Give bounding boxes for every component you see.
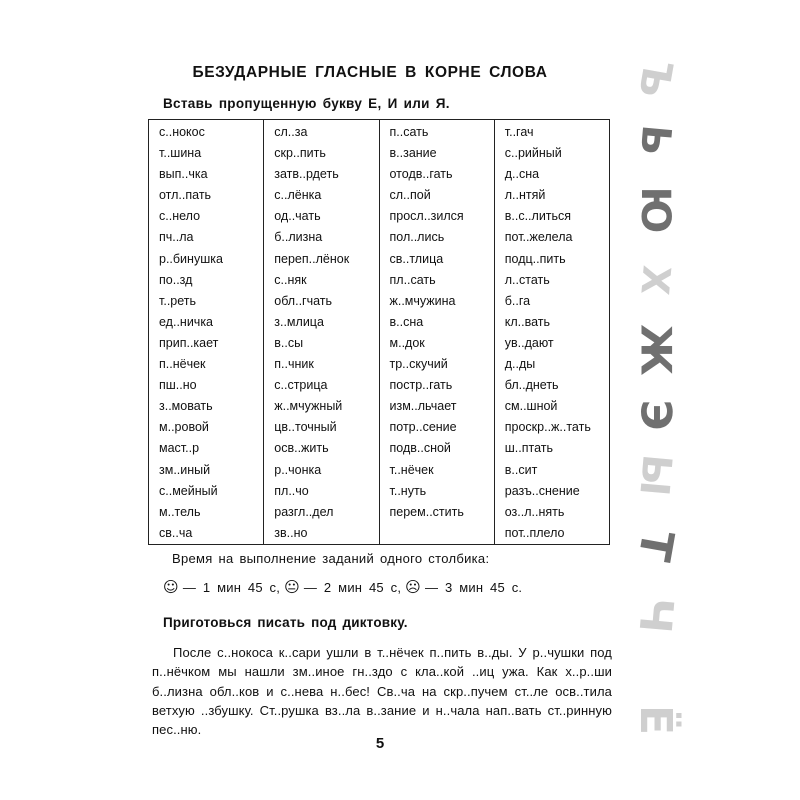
decor-letter: Т — [627, 526, 684, 565]
word-cell: ш..птать — [504, 441, 553, 456]
word-cell: разъ..снение — [504, 483, 580, 498]
timing-scale — [163, 578, 522, 596]
word-cell — [390, 523, 494, 544]
word-cell: пл..сать — [389, 272, 436, 287]
decor-letter: Ы — [630, 452, 680, 498]
word-cell: тр..скучий — [389, 357, 448, 372]
smile-face-icon: ☺ — [163, 578, 179, 596]
word-cell: ед..ничка — [159, 314, 214, 329]
page-title: БЕЗУДАРНЫЕ ГЛАСНЫЕ В КОРНЕ СЛОВА — [192, 64, 548, 81]
word-cell: р..бинушка — [159, 251, 223, 266]
word-cell: т..шина — [159, 146, 202, 161]
word-cell: в..сит — [504, 462, 538, 477]
word-cell: м..тель — [159, 504, 201, 519]
word-cell: с..мейный — [159, 483, 218, 498]
word-cell: б..лизна — [274, 230, 323, 245]
words-column-3 — [379, 120, 494, 545]
word-cell: по..зд — [159, 272, 193, 287]
word-cell: с..нело — [159, 209, 201, 224]
word-cell: с..лёнка — [274, 188, 322, 203]
word-cell: т..реть — [159, 293, 197, 308]
word-cell: в..с..литься — [504, 209, 572, 224]
word-cell: в..зание — [389, 146, 437, 161]
word-cell: цв..точный — [274, 420, 337, 435]
dictation-title: Приготовься писать под диктовку. — [163, 615, 408, 630]
word-cell: т..гач — [504, 125, 534, 139]
word-cell: ув..дают — [504, 335, 554, 350]
word-cell: д..сна — [504, 167, 540, 182]
word-cell: подв..сной — [389, 441, 451, 456]
word-cell: затв..рдеть — [274, 167, 339, 182]
word-cell: постр..гать — [389, 378, 453, 393]
word-cell: с..рийный — [504, 146, 562, 161]
decor-letter: Ь — [630, 122, 680, 158]
sad-face-icon: ☹ — [405, 578, 421, 596]
word-cell: сл..за — [274, 125, 308, 139]
word-cell: п..нёчек — [159, 357, 206, 372]
word-cell: з..мовать — [159, 399, 213, 414]
word-cell: с..нокос — [159, 125, 205, 139]
word-cell: л..нтяй — [504, 188, 546, 203]
decor-letter: Э — [631, 399, 681, 431]
word-cell: пот..желела — [504, 230, 573, 245]
words-column-1 — [149, 120, 264, 545]
word-cell: в..сы — [274, 335, 304, 350]
word-cell: перем..стить — [389, 504, 464, 519]
timing-bad: — 3 мин 45 с. — [425, 579, 523, 595]
time-instruction: Время на выполнение заданий одного столбика: — [172, 551, 490, 566]
word-cell: п..сать — [389, 125, 429, 139]
word-cell: просл..зился — [389, 209, 464, 224]
decor-letter: Ж — [631, 324, 681, 376]
word-cell: од..чать — [274, 209, 321, 224]
word-cell: пот..плело — [504, 525, 565, 540]
word-cell: ж..мчужина — [389, 293, 456, 308]
word-cell: б..га — [504, 293, 531, 308]
word-cell: оз..л..нять — [504, 504, 565, 519]
word-cell: пол..лись — [389, 230, 445, 245]
word-cell: сл..пой — [389, 188, 431, 203]
word-cell: кл..вать — [504, 314, 551, 329]
word-cell: т..нуть — [389, 483, 427, 498]
neutral-face-icon: 😐 — [284, 578, 300, 596]
word-cell: зм..иный — [159, 462, 211, 477]
word-cell: т..нёчек — [389, 462, 434, 477]
word-cell: п..чник — [274, 357, 314, 372]
word-cell: бл..днеть — [504, 378, 559, 393]
word-cell: л..стать — [504, 272, 550, 287]
word-cell: отодв..гать — [389, 167, 453, 182]
word-cell: р..чонка — [274, 462, 322, 477]
word-cell: с..няк — [274, 272, 307, 287]
word-cell: пш..но — [159, 378, 197, 393]
word-cell: переп..лёнок — [274, 251, 350, 266]
word-cell: зв..но — [274, 525, 308, 540]
word-cell: м..ровой — [159, 420, 209, 435]
word-cell: з..млица — [274, 314, 324, 329]
word-cell: см..шной — [504, 399, 558, 414]
word-cell: м..док — [389, 335, 425, 350]
task-instruction: Вставь пропущенную букву Е, И или Я. — [163, 96, 450, 111]
decor-letter: Ё — [630, 704, 681, 736]
timing-good: — 1 мин 45 с, — [182, 579, 281, 595]
decor-letter: Ъ — [629, 55, 681, 101]
word-cell: изм..льчает — [389, 399, 457, 414]
decor-letter: Х — [632, 263, 679, 297]
words-column-4 — [494, 120, 609, 545]
words-column-2 — [264, 120, 379, 545]
word-cell: в..сна — [389, 314, 424, 329]
word-cell: проскр..ж..тать — [504, 420, 591, 435]
word-cell: обл..гчать — [274, 293, 333, 308]
word-cell: отл..пать — [159, 188, 212, 203]
word-cell: разгл..дел — [274, 504, 334, 519]
dictation-text: После с..нокоса к..сари ушли в т..нёчек п..пить в..ды. У р..чушки под п..нёчком мы нашли зм..иное гн..здо с кла..кой ..иц ужа. Как х..р..ши б..лизна обл..ков и с..нева н..бес! Св..ча на скр..пучем ст..ле осв..тила ветхую ..збушку. Ст..рушка вз..ла в..зание и н..чала нап..вать ст..ринную пес..ню. — [152, 645, 612, 738]
word-cell: прип..кает — [159, 335, 219, 350]
word-cell: пч..ла — [159, 230, 194, 245]
word-cell: осв..жить — [274, 441, 329, 456]
word-cell: маст..р — [159, 441, 200, 456]
word-cell: потр..сение — [389, 420, 457, 435]
word-cell: св..ча — [159, 525, 193, 540]
page-number: 5 — [375, 735, 385, 752]
word-cell: вып..чка — [159, 167, 208, 182]
word-cell: пл..чо — [274, 483, 309, 498]
word-cell: с..стрица — [274, 378, 328, 393]
word-cell: св..тлица — [389, 251, 444, 266]
decorative-letters — [608, 30, 698, 790]
word-cell: ж..мчужный — [274, 399, 343, 414]
decor-letter: Ю — [632, 186, 678, 234]
word-cell: д..ды — [504, 357, 536, 372]
word-cell: скр..пить — [274, 146, 326, 161]
word-cell: подц..пить — [504, 251, 566, 266]
decor-letter: Ч — [628, 595, 683, 636]
timing-ok: — 2 мин 45 с, — [303, 579, 402, 595]
words-table — [148, 119, 610, 545]
